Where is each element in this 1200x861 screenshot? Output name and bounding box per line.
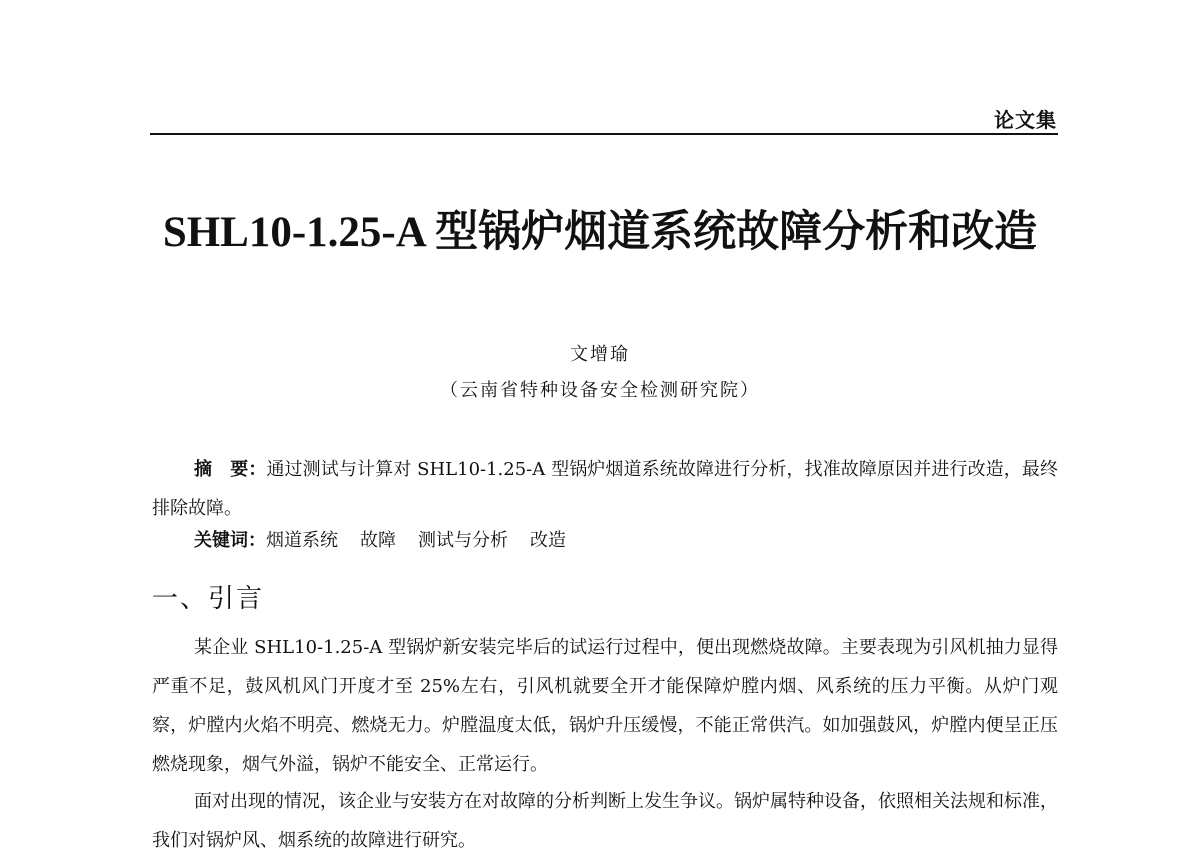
body-paragraph: 某企业 SHL10-1.25-A 型锅炉新安装完毕后的试运行过程中，便出现燃烧故障。主要表现为引风机抽力显得严重不足，鼓风机风门开度才至 25%左右，引风机就要全开才能保障炉膛内烟、风系统的压力平衡。从炉门观察，炉膛内火焰不明亮、燃烧无力。炉膛温度太低，锅炉升压缓慢，不能正常供汽。如加强鼓风，炉膛内便呈正压燃烧现象，烟气外溢，锅炉不能安全、正常运行。 [152,637,1058,775]
abstract-label: 摘 要： [194,459,267,480]
author-affiliation: （云南省特种设备安全检测研究院） [440,380,760,401]
keywords [194,526,1058,556]
section-heading-introduction: 一、引言 [152,584,265,614]
keyword-item: 烟道系统 [266,530,338,551]
body-paragraph: 面对出现的情况，该企业与安装方在对故障的分析判断上发生争议。锅炉属特种设备，依照相关法规和标准，我们对锅炉风、烟系统的故障进行研究。 [152,791,1058,851]
paper-title: SHL10-1.25-A 型锅炉烟道系统故障分析和改造 [162,209,1038,256]
keyword-item: 测试与分析 [418,530,508,551]
abstract [152,450,1058,528]
author-name: 文增瑜 [570,344,630,365]
keyword-item: 改造 [530,530,566,551]
header-rule [150,133,1058,135]
running-header-label: 论文集 [994,108,1057,132]
keywords-label: 关键词： [194,530,266,551]
abstract-text: 通过测试与计算对 SHL10-1.25-A 型锅炉烟道系统故障进行分析，找准故障原因并进行改造，最终排除故障。 [152,459,1058,519]
keyword-item: 故障 [360,530,396,551]
